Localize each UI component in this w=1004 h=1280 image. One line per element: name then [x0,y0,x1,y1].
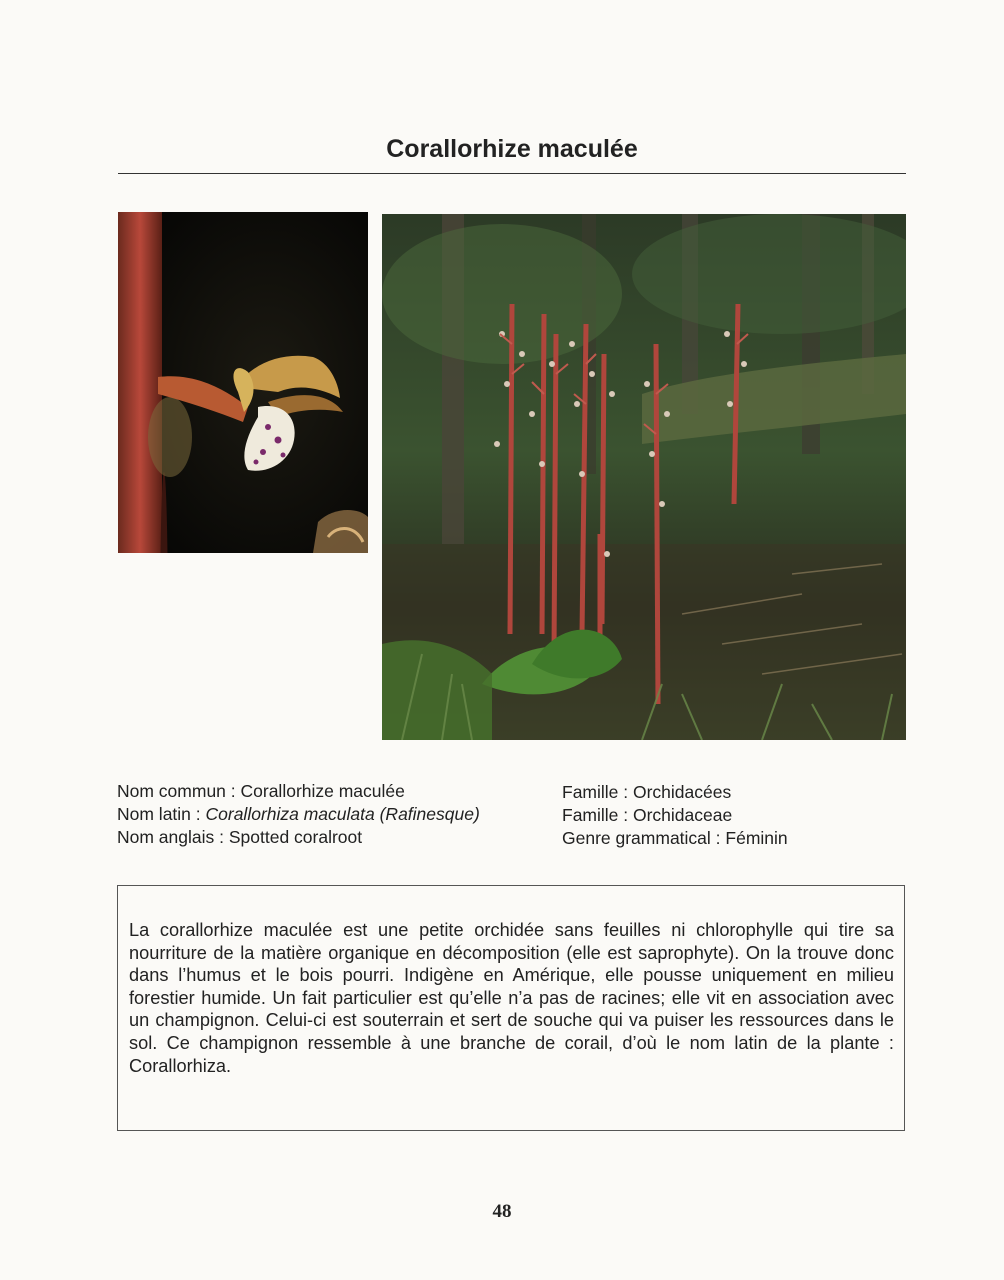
gender-row [562,827,902,850]
latin-name-label: Nom latin : [117,804,206,824]
latin-name-row [117,803,547,826]
family-latin-label: Famille : [562,805,633,825]
gender-label: Genre grammatical : [562,828,726,848]
common-name-label: Nom commun : [117,781,241,801]
page-number: 48 [492,1201,512,1222]
english-name-label: Nom anglais : [117,827,229,847]
description-text: La corallorhize maculée est une petite orchidée sans feuilles ni chlorophylle qui tire sa nourriture de la matière organique en décomposition (elle est saprophyte). On la trouve donc dans l’humus et le bois pourri. Indigène en Amérique, elle pousse uniquement en milieu forestier humide. Un fait particulier est qu’elle n’a pas de racines; elle vit en association avec un champignon. Celui-ci est souterrain et sert de souche qui va puiser les ressources dans le sol. Ce champignon ressemble à une branche de corail, d’où le nom latin de la plante : Corallorhiza. [129,920,894,1076]
forest-habitat-photo [382,214,906,740]
latin-name-value: Corallorhiza maculata (Rafinesque) [205,804,480,824]
common-name-value: Corallorhize maculée [240,781,405,801]
species-info-right [562,781,902,850]
gender-value: Féminin [725,828,788,848]
description-box [117,885,905,1131]
family-fr-label: Famille : [562,782,633,802]
english-name-row [117,826,547,849]
family-fr-row [562,781,902,804]
family-fr-value: Orchidacées [632,782,732,802]
common-name-row [117,780,547,803]
title-divider [118,173,906,174]
english-name-value: Spotted coralroot [228,827,363,847]
family-latin-row [562,804,902,827]
family-latin-value: Orchidaceae [632,805,733,825]
page-title: Corallorhize maculée [386,135,638,163]
flower-closeup-photo [118,212,368,553]
species-info-left [117,780,547,849]
